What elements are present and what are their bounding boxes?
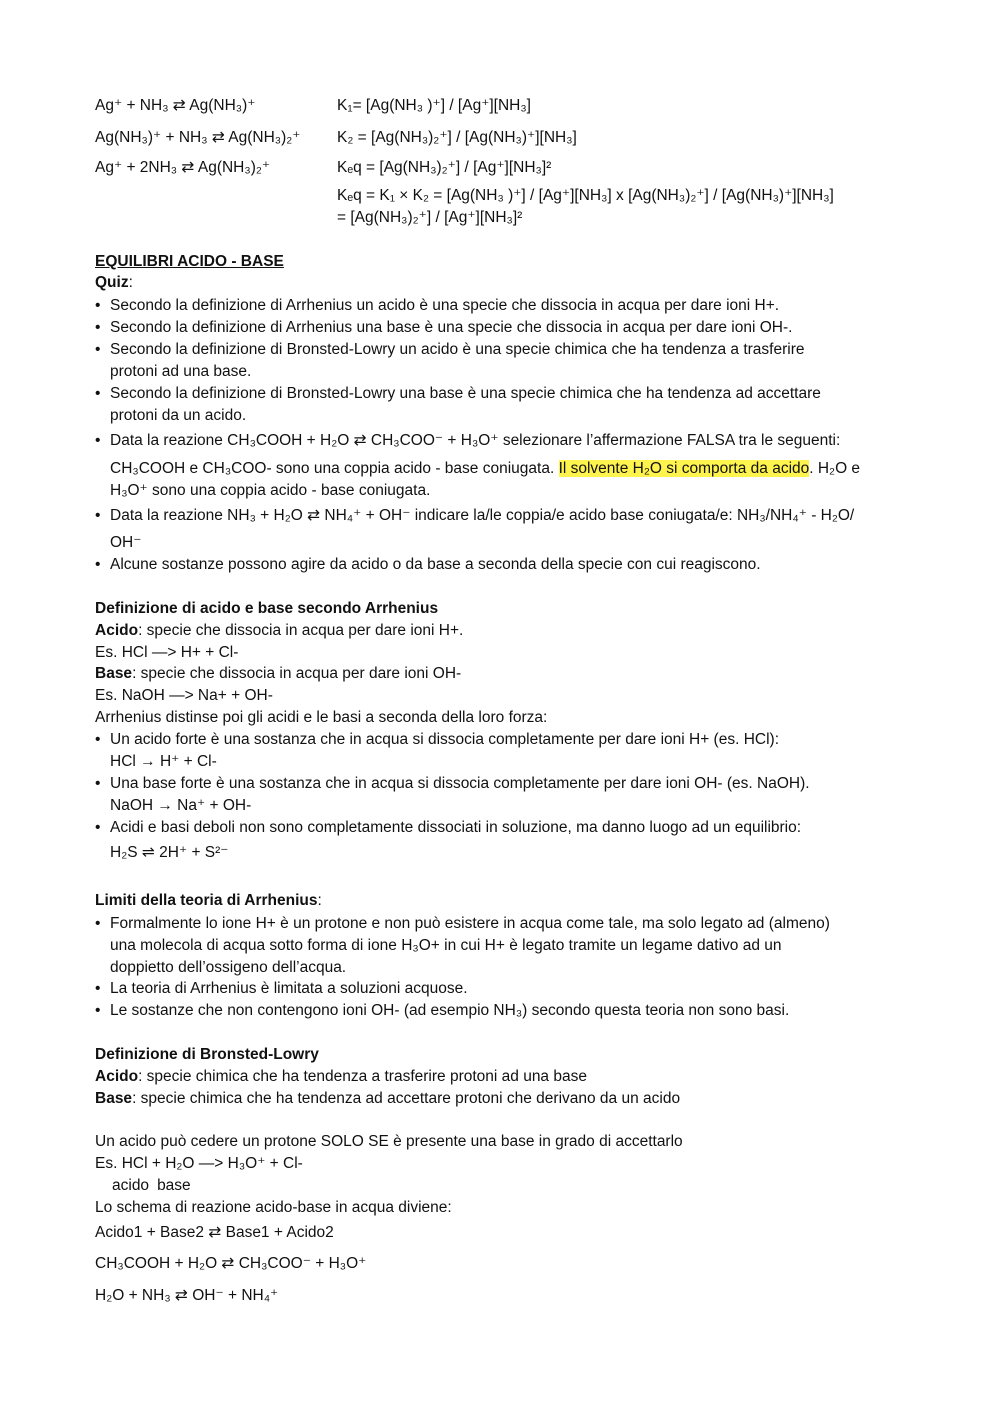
eq-left-2: Ag(NH₃)⁺ + NH₃ ⇄ Ag(NH₃)₂⁺ (95, 129, 301, 146)
limits-item-1b: una molecola di acqua sotto forma di ione H₃O+ in cui H+ è legato tramite un legame dativo ad un (110, 937, 782, 954)
arrhenius-item-1b: HCl → H⁺ + Cl- (110, 753, 217, 770)
quiz-item-3a: Secondo la definizione di Bronsted-Lowry un acido è una specie chimica che ha tendenza a trasferire (110, 341, 805, 358)
eq-right-2: K₂ = [Ag(NH₃)₂⁺] / [Ag(NH₃)⁺][NH₃] (337, 129, 577, 146)
eq-right-1: K₁= [Ag(NH₃ )⁺] / [Ag⁺][NH₃] (337, 97, 531, 114)
bullet-marker: • (95, 507, 101, 524)
bullet-marker: • (95, 915, 101, 932)
bronsted-heading: Definizione di Bronsted-Lowry (95, 1046, 319, 1063)
limits-item-3: Le sostanze che non contengono ioni OH- (ad esempio NH₃) secondo questa teoria non sono basi. (110, 1002, 790, 1019)
arrhenius-item-3a: Acidi e basi deboli non sono completamente dissociati in soluzione, ma danno luogo ad un equilibrio: (110, 819, 802, 836)
bronsted-text-2: Lo schema di reazione acido-base in acqua diviene: (95, 1199, 452, 1216)
quiz-item-5a: Data la reazione CH₃COOH + H₂O ⇄ CH₃COO⁻ + H₃O⁺ selezionare l’affermazione FALSA tra le seguenti: (110, 432, 841, 449)
bronsted-base-def: Base: specie chimica che ha tendenza ad accettare protoni che derivano da un acido (95, 1090, 681, 1107)
bronsted-scheme-3: H₂O + NH₃ ⇄ OH⁻ + NH₄⁺ (95, 1287, 279, 1304)
quiz-item-4a: Secondo la definizione di Bronsted-Lowry una base è una specie chimica che ha tendenza ad accettare (110, 385, 821, 402)
arrhenius-item-3b: H₂S ⇌ 2H⁺ + S²⁻ (110, 844, 229, 861)
arrhenius-strength-intro: Arrhenius distinse poi gli acidi e le basi a seconda della loro forza: (95, 709, 548, 726)
quiz-item-3b: protoni ad una base. (110, 363, 252, 380)
quiz-item-7: Alcune sostanze possono agire da acido o da base a seconda della specie con cui reagiscono. (110, 556, 761, 573)
quiz-item-6b: OH⁻ (110, 534, 142, 551)
bullet-marker: • (95, 819, 101, 836)
bullet-marker: • (95, 341, 101, 358)
arrhenius-item-1a: Un acido forte è una sostanza che in acqua si dissocia completamente per dare ioni H+ (es. HCl): (110, 731, 779, 748)
bullet-marker: • (95, 775, 101, 792)
bullet-marker: • (95, 731, 101, 748)
arrhenius-base-example: Es. NaOH —> Na+ + OH- (95, 687, 273, 704)
limits-item-1a: Formalmente lo ione H+ è un protone e non può esistere in acqua come tale, ma solo legato ad (almeno) (110, 915, 830, 932)
quiz-item-5b: CH₃COOH e CH₃COO- sono una coppia acido - base coniugata. Il solvente H₂O si comporta da acido. H₂O e (110, 460, 861, 477)
bronsted-scheme-2: CH₃COOH + H₂O ⇄ CH₃COO⁻ + H₃O⁺ (95, 1255, 367, 1272)
arrhenius-heading: Definizione di acido e base secondo Arrhenius (95, 600, 439, 617)
bronsted-example-labels: acido base (112, 1177, 191, 1194)
bullet-marker: • (95, 319, 101, 336)
bronsted-example: Es. HCl + H₂O —> H₃O⁺ + Cl- (95, 1155, 303, 1172)
bullet-marker: • (95, 297, 101, 314)
eq-right-3: Kₑq = [Ag(NH₃)₂⁺] / [Ag⁺][NH₃]² (337, 159, 552, 176)
arrhenius-item-2b: NaOH → Na⁺ + OH- (110, 797, 252, 814)
quiz-item-1: Secondo la definizione di Arrhenius un acido è una specie che dissocia in acqua per dare ioni H+. (110, 297, 780, 314)
quiz-item-4b: protoni da un acido. (110, 407, 247, 424)
arrhenius-item-2a: Una base forte è una sostanza che in acqua si dissocia completamente per dare ioni OH- (es. NaOH). (110, 775, 810, 792)
bronsted-text-1: Un acido può cedere un protone SOLO SE è presente una base in grado di accettarlo (95, 1133, 683, 1150)
limits-heading: Limiti della teoria di Arrhenius: (95, 892, 322, 909)
eq-left-1: Ag⁺ + NH₃ ⇄ Ag(NH₃)⁺ (95, 97, 256, 114)
arrhenius-base-def: Base: specie che dissocia in acqua per dare ioni OH- (95, 665, 462, 682)
bronsted-acid-def: Acido: specie chimica che ha tendenza a trasferire protoni ad una base (95, 1068, 587, 1085)
bullet-marker: • (95, 1002, 101, 1019)
bullet-marker: • (95, 432, 101, 449)
limits-item-2: La teoria di Arrhenius è limitata a soluzioni acquose. (110, 980, 468, 997)
arrhenius-acid-example: Es. HCl —> H+ + Cl- (95, 644, 239, 661)
bullet-marker: • (95, 556, 101, 573)
quiz-item-2: Secondo la definizione di Arrhenius una base è una specie che dissocia in acqua per dare ioni OH-. (110, 319, 793, 336)
section-heading: EQUILIBRI ACIDO - BASE (95, 253, 284, 270)
bullet-marker: • (95, 980, 101, 997)
arrhenius-acid-def: Acido: specie che dissocia in acqua per dare ioni H+. (95, 622, 464, 639)
eq-left-3: Ag⁺ + 2NH₃ ⇄ Ag(NH₃)₂⁺ (95, 159, 271, 176)
limits-item-1c: doppietto dell’ossigeno dell’acqua. (110, 959, 347, 976)
eq-right-4: Kₑq = K₁ × K₂ = [Ag(NH₃ )⁺] / [Ag⁺][NH₃] x [Ag(NH₃)₂⁺] / [Ag(NH₃)⁺][NH₃] (337, 187, 834, 204)
bullet-marker: • (95, 385, 101, 402)
quiz-item-6a: Data la reazione NH₃ + H₂O ⇄ NH₄⁺ + OH⁻ indicare la/le coppia/e acido base coniugata/e: NH₃/NH₄⁺ - H₂O/ (110, 507, 855, 524)
bronsted-scheme-1: Acido1 + Base2 ⇄ Base1 + Acido2 (95, 1224, 334, 1241)
quiz-label: Quiz: (95, 274, 133, 291)
highlighted-text: Il solvente H₂O si comporta da acido (558, 460, 810, 477)
quiz-item-5c: H₃O⁺ sono una coppia acido - base coniugata. (110, 482, 431, 499)
eq-right-5: = [Ag(NH₃)₂⁺] / [Ag⁺][NH₃]² (337, 209, 523, 226)
